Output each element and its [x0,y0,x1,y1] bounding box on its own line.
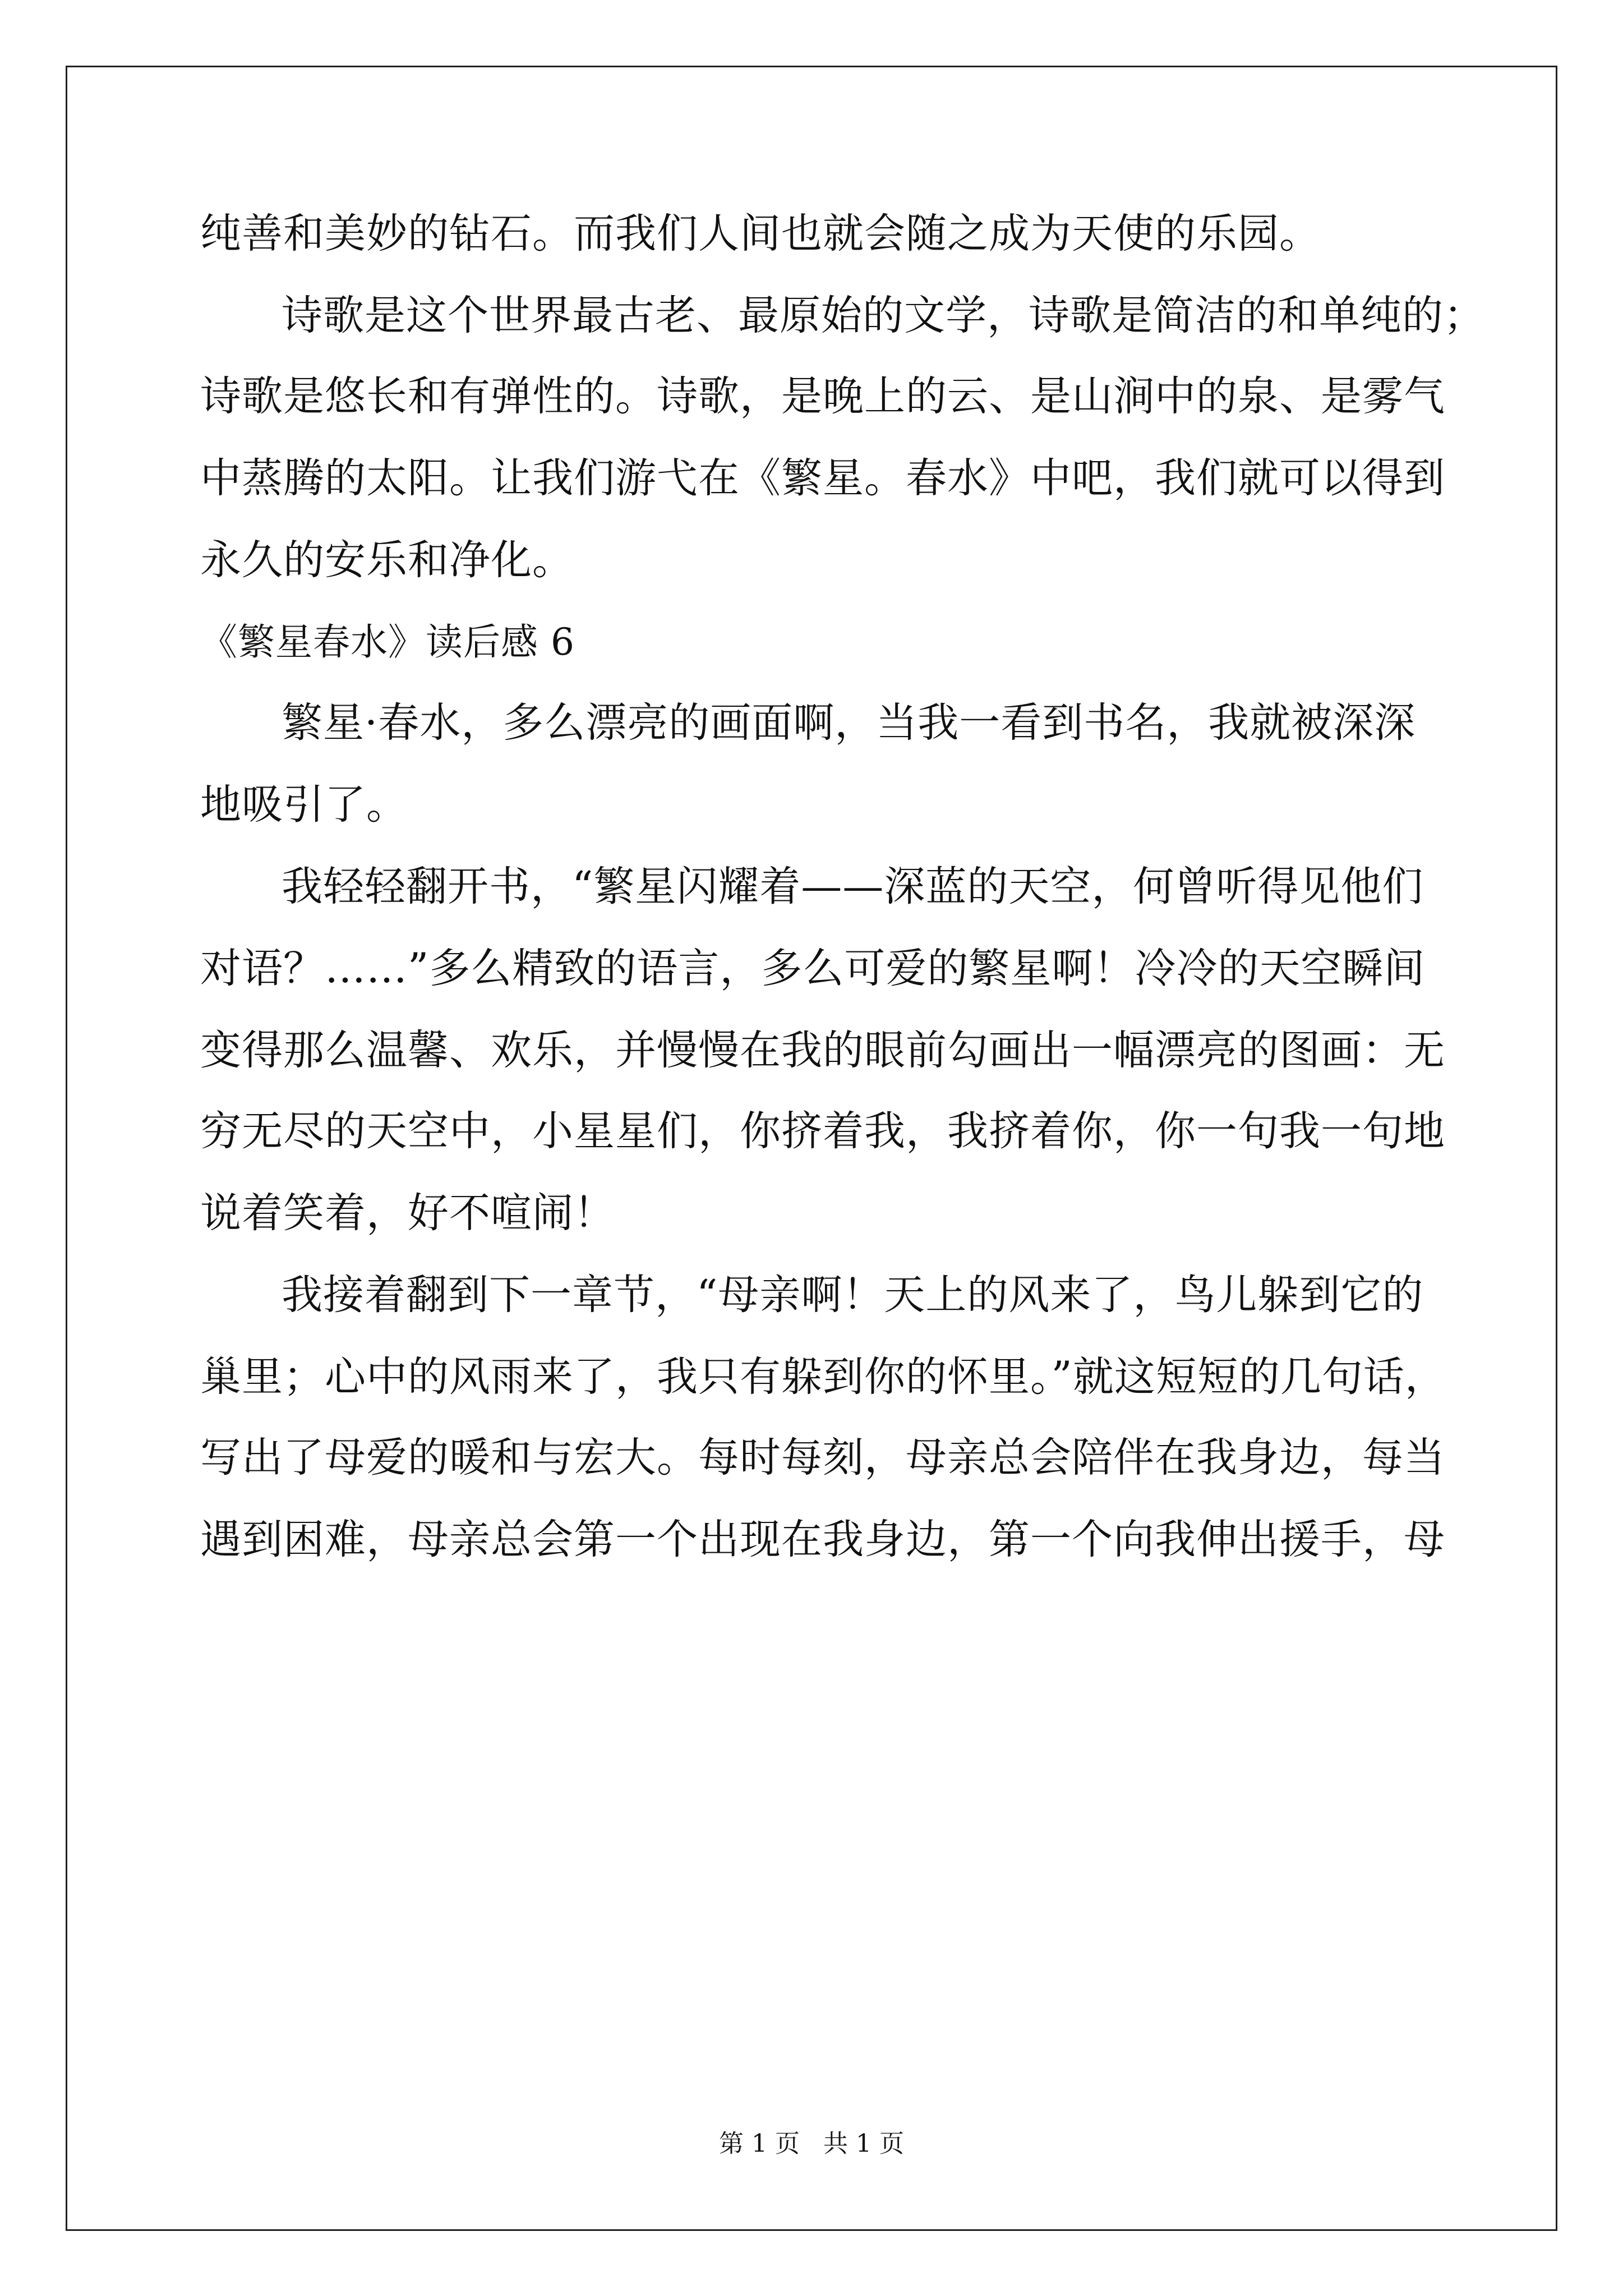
paragraph-start-line: 诗歌是这个世界最古老、最原始的文学，诗歌是简洁的和单纯的； [282,292,1485,339]
text-line: 遇到困难，母亲总会第一个出现在我身边，第一个向我伸出援手，母 [200,1516,1445,1563]
text-line: 永久的安乐和净化。 [200,536,574,584]
text-line: 诗歌是悠长和有弹性的。诗歌，是晚上的云、是山涧中的泉、是雾气 [200,372,1445,420]
text-line: 纯善和美妙的钻石。而我们人间也就会随之成为天使的乐园。 [200,210,1321,257]
text-line: 说着笑着，好不喧闹！ [200,1189,615,1237]
text-line: 变得那么温馨、欢乐，并慢慢在我的眼前勾画出一幅漂亮的图画：无 [200,1027,1445,1074]
section-heading: 《繁星春水》读后感 6 [200,620,575,664]
text-line: 穷无尽的天空中，小星星们，你挤着我，我挤着你，你一句我一句地 [200,1107,1445,1155]
text-line: 对语？……”多么精致的语言，多么可爱的繁星啊！冷冷的天空瞬间 [200,945,1426,992]
text-line: 写出了母爱的暖和与宏大。每时每刻，母亲总会陪伴在我身边，每当 [200,1434,1445,1481]
text-line: 巢里；心中的风雨来了，我只有躲到你的怀里。”就这短短的几句话， [200,1353,1446,1401]
text-line: 地吸引了。 [200,781,408,829]
paragraph-start-line: 我接着翻到下一章节，“母亲啊！天上的风来了，鸟儿躲到它的 [282,1271,1424,1319]
paragraph-start-line: 我轻轻翻开书，“繁星闪耀着——深蓝的天空，何曾听得见他们 [282,863,1424,910]
text-line: 中蒸腾的太阳。让我们游弋在《繁星。春水》中吧，我们就可以得到 [200,454,1445,502]
page-footer: 第 1 页 共 1 页 [719,2129,904,2158]
paragraph-start-line: 繁星·春水，多么漂亮的画面啊，当我一看到书名，我就被深深 [282,699,1416,747]
